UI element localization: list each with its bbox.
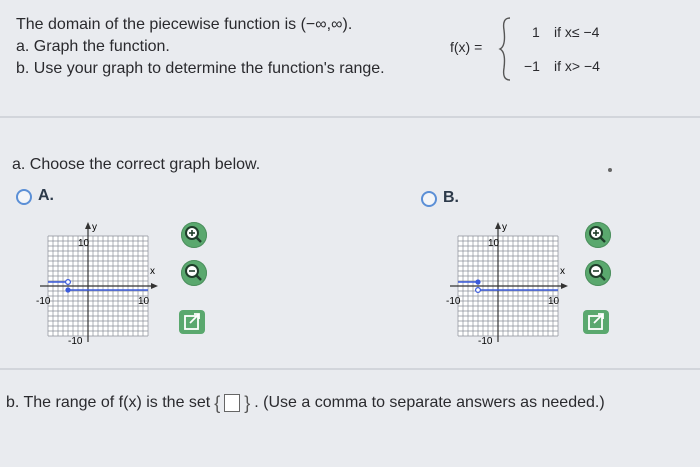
graph-a-open-point bbox=[66, 280, 71, 285]
graph-b-closed-point bbox=[475, 279, 480, 284]
problem-line-3: b. Use your graph to determine the function's range. bbox=[16, 60, 385, 77]
case2-value: −1 bbox=[524, 58, 540, 74]
graph-a-y-label: y bbox=[92, 222, 97, 233]
external-link-icon-a[interactable] bbox=[179, 310, 205, 334]
option-a-label: A. bbox=[38, 187, 54, 204]
zoom-in-icon-a[interactable] bbox=[181, 222, 207, 248]
graph-a[interactable] bbox=[36, 218, 160, 347]
part-b-prefix: b. The range of f(x) is the set bbox=[6, 394, 211, 411]
graph-b-neg-x-tick: -10 bbox=[446, 296, 461, 307]
case2-condition: if x> −4 bbox=[554, 58, 600, 74]
zoom-in-icon-b[interactable] bbox=[585, 222, 611, 248]
option-b-label: B. bbox=[443, 189, 459, 206]
part-b-suffix: . (Use a comma to separate answers as needed.) bbox=[254, 394, 605, 411]
section-divider-2 bbox=[0, 368, 700, 370]
section-divider bbox=[0, 116, 700, 118]
option-a-radio[interactable] bbox=[16, 189, 32, 205]
case1-condition: if x≤ −4 bbox=[554, 24, 600, 40]
piecewise-function bbox=[450, 12, 670, 84]
graph-b-x-tick: 10 bbox=[548, 296, 560, 307]
part-b-brace-open: { bbox=[214, 392, 221, 413]
graph-a-neg-x-tick: -10 bbox=[36, 296, 51, 307]
part-a-prompt: a. Choose the correct graph below. bbox=[12, 156, 261, 173]
graph-b-x-label: x bbox=[560, 266, 565, 277]
graph-b-open-point bbox=[476, 288, 481, 293]
option-b-radio[interactable] bbox=[421, 191, 437, 207]
range-input[interactable] bbox=[224, 394, 240, 412]
piecewise-brace-icon bbox=[498, 16, 512, 82]
problem-line-2: a. Graph the function. bbox=[16, 38, 170, 55]
graph-b-neg-y-tick: -10 bbox=[478, 336, 493, 347]
problem-line-1: The domain of the piecewise function is (−∞,∞). bbox=[16, 16, 353, 33]
dot-marker bbox=[608, 168, 612, 172]
fx-label: f(x) = bbox=[450, 39, 483, 55]
graph-b-y-label: y bbox=[502, 222, 507, 233]
graph-a-x-tick: 10 bbox=[138, 296, 150, 307]
graph-a-x-label: x bbox=[150, 266, 155, 277]
zoom-out-icon-a[interactable] bbox=[181, 260, 207, 286]
graph-a-closed-point bbox=[65, 287, 70, 292]
part-b-row bbox=[6, 392, 605, 414]
graph-a-neg-y-tick: -10 bbox=[68, 336, 83, 347]
graph-b[interactable] bbox=[446, 218, 570, 347]
graph-a-y-tick: 10 bbox=[78, 238, 90, 249]
graph-b-y-tick: 10 bbox=[488, 238, 500, 249]
external-link-icon-b[interactable] bbox=[583, 310, 609, 334]
zoom-out-icon-b[interactable] bbox=[585, 260, 611, 286]
case1-value: 1 bbox=[532, 24, 540, 40]
part-b-brace-close: } bbox=[244, 392, 251, 413]
